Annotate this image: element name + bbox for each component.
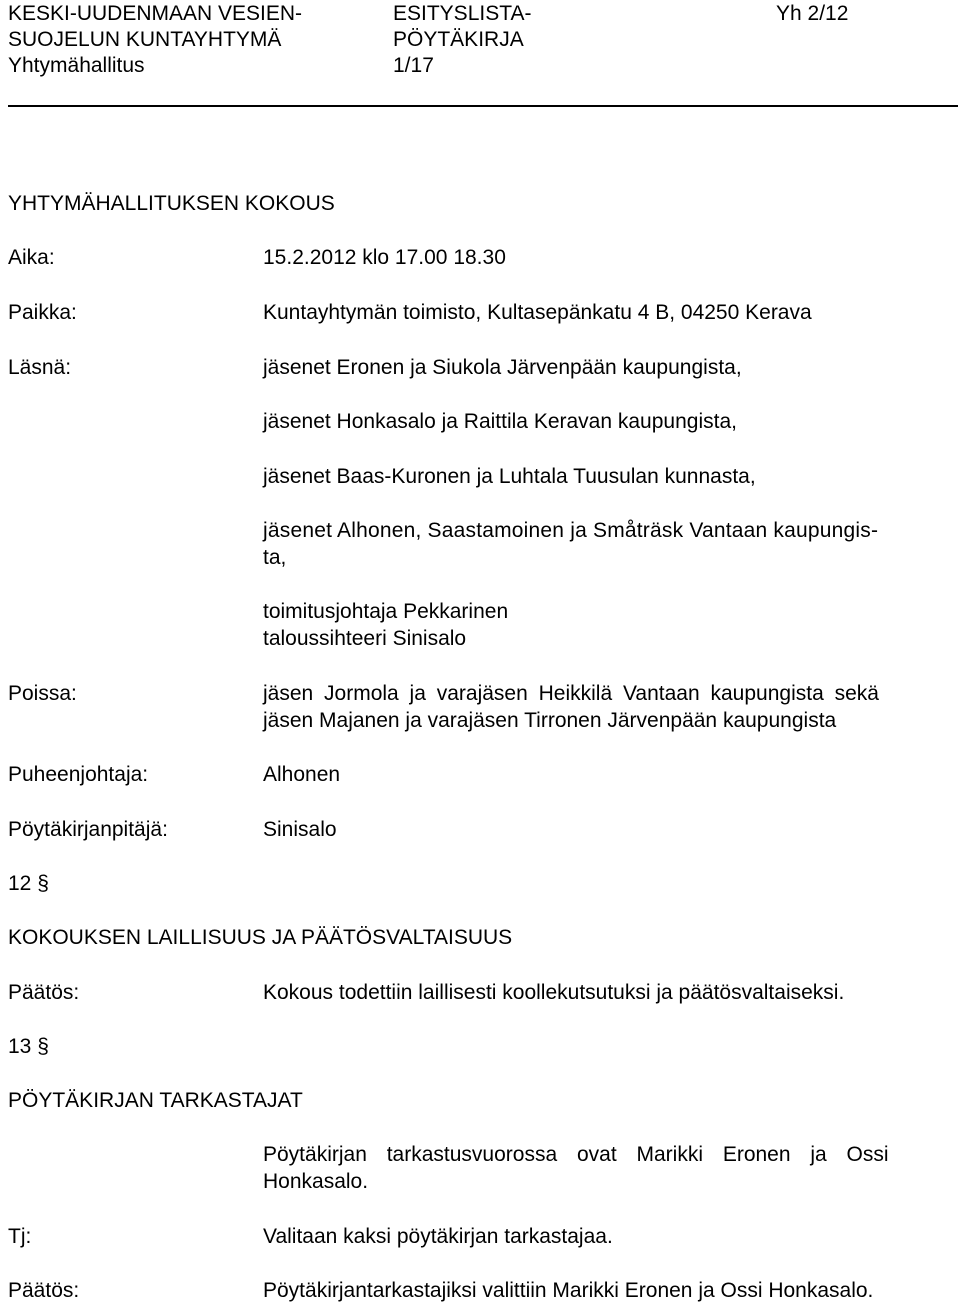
intro-text: Pöytäkirjan tarkastusvuorossa ovat Marikki Eronen ja Ossi [263, 1143, 889, 1166]
present-item: jäsenet Baas-Kuronen ja Luhtala Tuusulan kunnasta, [263, 465, 756, 488]
chair-label: Puheenjohtaja: [8, 763, 149, 786]
present-item: ta, [263, 546, 287, 569]
section-number: 13 § [8, 1033, 49, 1061]
header-divider [8, 105, 958, 107]
place-value: Kuntayhtymän toimisto, Kultasepänkatu 4 B, 04250 Kerava [263, 301, 812, 324]
document-ref: Yh 2/12 [776, 2, 849, 25]
decision-label: Päätös: [8, 1279, 80, 1302]
section-number: 12 § [8, 870, 49, 898]
page-number: 1/17 [393, 54, 434, 77]
time-label: Aika: [8, 246, 55, 269]
present-label: Läsnä: [8, 356, 72, 379]
doc-type-line2: PÖYTÄKIRJA [393, 28, 524, 51]
present-item: jäsenet Eronen ja Siukola Järvenpään kaupungista, [263, 356, 742, 379]
chair-value: Alhonen [263, 763, 341, 786]
org-name-line2: SUOJELUN KUNTAYHTYMÄ [8, 28, 282, 51]
place-label: Paikka: [8, 301, 77, 324]
present-item: taloussihteeri Sinisalo [263, 627, 467, 650]
org-name-line1: KESKI-UUDENMAAN VESIEN- [8, 2, 303, 25]
secretary-label: Pöytäkirjanpitäjä: [8, 818, 168, 841]
absent-line: jäsen Majanen ja varajäsen Tirronen Järvenpään kaupungista [263, 709, 837, 732]
section-symbol: § [37, 1035, 49, 1058]
intro-text: Honkasalo. [263, 1170, 369, 1193]
decision-label: Päätös: [8, 981, 80, 1004]
meeting-title: YHTYMÄHALLITUKSEN KOKOUS [8, 192, 335, 215]
absent-label: Poissa: [8, 682, 77, 705]
absent-line: jäsen Jormola ja varajäsen Heikkilä Vantaan kaupungista sekä [263, 682, 879, 705]
present-item: jäsenet Alhonen, Saastamoinen ja Småträsk Vantaan kaupungis- [263, 519, 879, 542]
section-title: KOKOUKSEN LAILLISUUS JA PÄÄTÖSVALTAISUUS [8, 926, 513, 949]
decision-text: Pöytäkirjantarkastajiksi valittiin Marikki Eronen ja Ossi Honkasalo. [263, 1279, 874, 1302]
doc-type-line1: ESITYSLISTA- [393, 2, 532, 25]
present-item: jäsenet Honkasalo ja Raittila Keravan kaupungista, [263, 410, 737, 433]
proposal-text: Valitaan kaksi pöytäkirjan tarkastajaa. [263, 1225, 613, 1248]
time-value: 15.2.2012 klo 17.00 18.30 [263, 246, 506, 269]
org-body: Yhtymähallitus [8, 54, 145, 77]
proposal-label: Tj: [8, 1225, 32, 1248]
decision-text: Kokous todettiin laillisesti koollekutsutuksi ja päätösvaltaiseksi. [263, 981, 845, 1004]
secretary-value: Sinisalo [263, 818, 337, 841]
section-title: PÖYTÄKIRJAN TARKASTAJAT [8, 1089, 303, 1112]
section-symbol: § [37, 872, 49, 895]
present-item: toimitusjohtaja Pekkarinen [263, 600, 509, 623]
